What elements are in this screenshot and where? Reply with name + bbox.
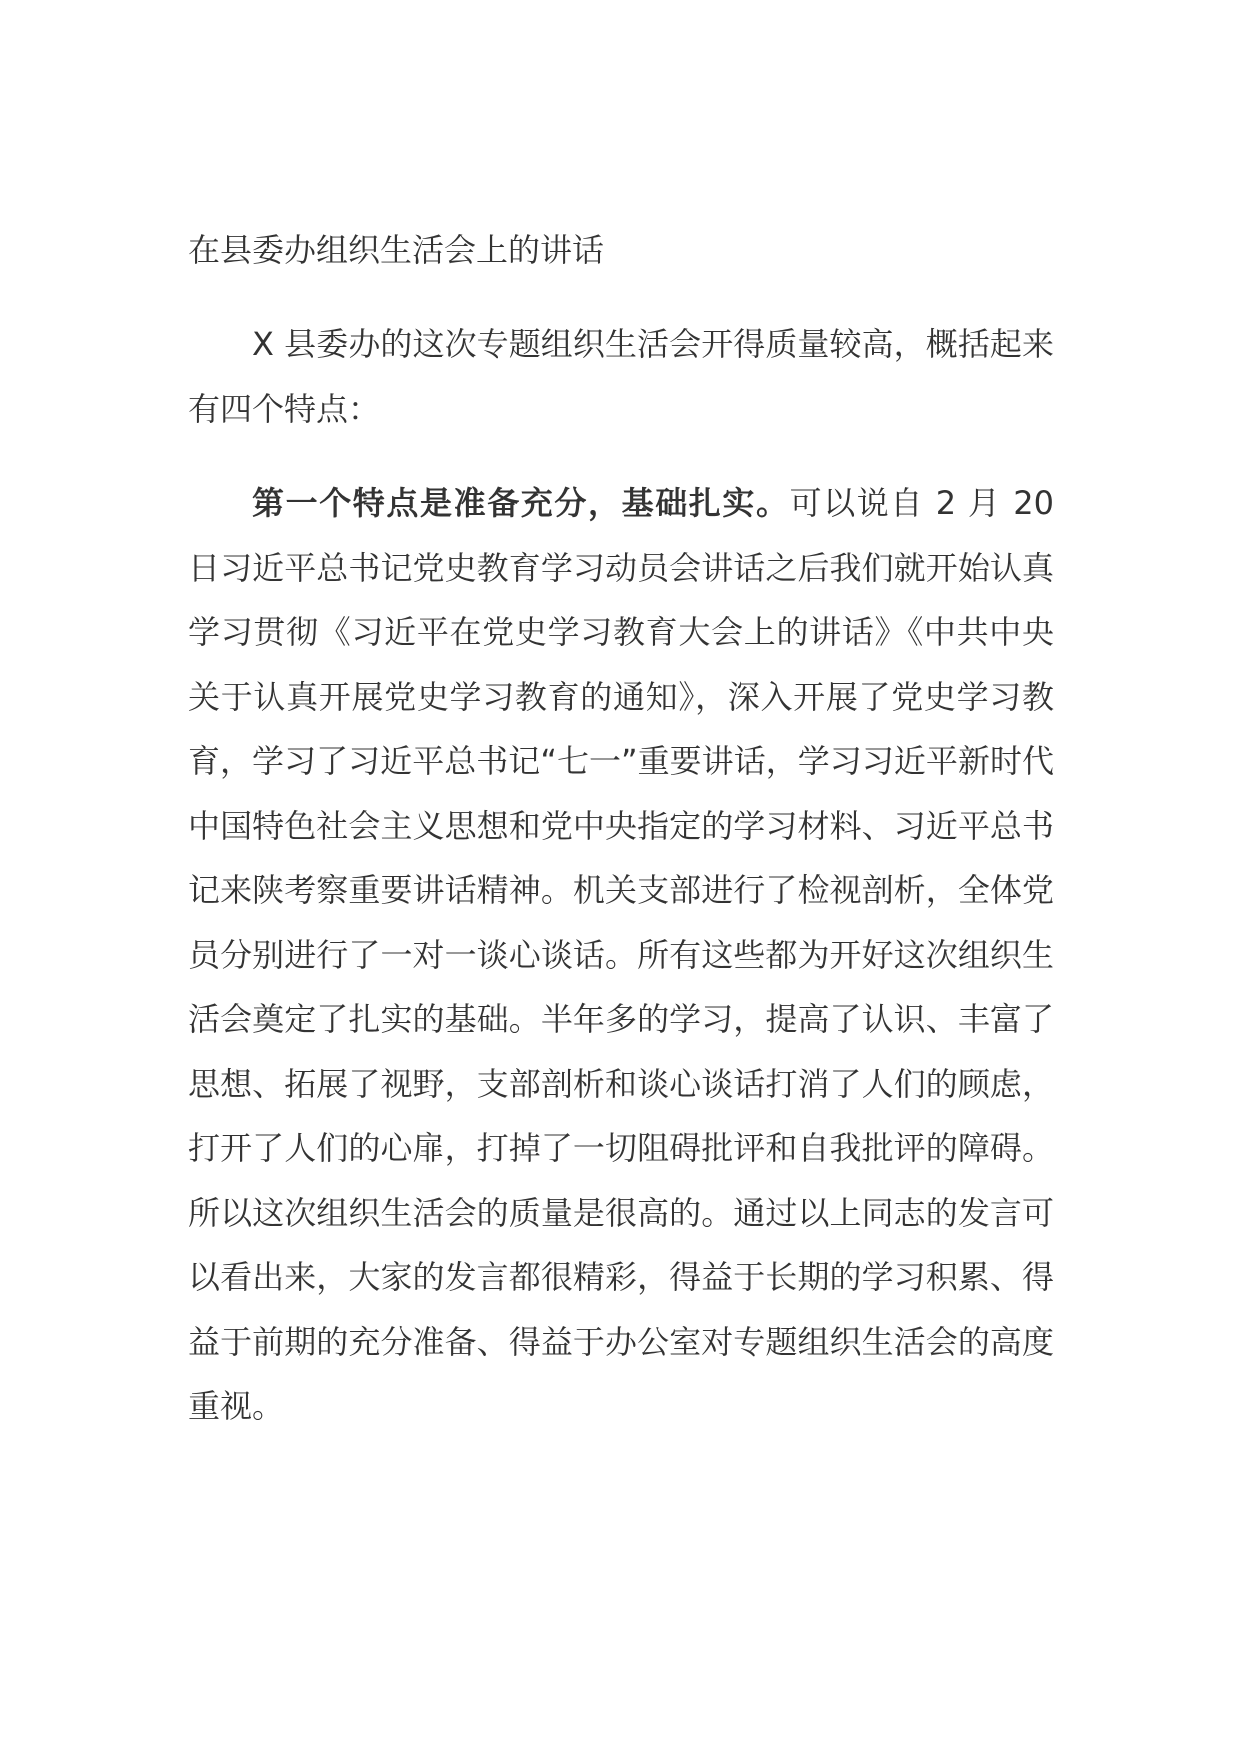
point-one-lead: 第一个特点是准备充分，基础扎实。 <box>252 484 790 522</box>
intro-paragraph: X 县委办的这次专题组织生活会开得质量较高，概括起来有四个特点： <box>188 325 1054 428</box>
point-one-body: 可以说自 2 月 20 日习近平总书记党史教育学习动员会讲话之后我们就开始认真学习贯彻《习近平在党史学习教育大会上的讲话》《中共中央关于认真开展党史学习教育的通知》，深入开展了党史学习教育，学习了习近平总书记“七一”重要讲话，学习习近平新时代中国特色社会主义思想和党中央指定的学习材料、习近平总书记来陕考察重要讲话精神。机关支部进行了检视剖析，全体党员分别进行了一对一谈心谈话。所有这些都为开好这次组织生活会奠定了扎实的基础。半年多的学习，提高了认识、丰富了思想、拓展了视野，支部剖析和谈心谈话打消了人们的顾虑，打开了人们的心扉，打掉了一切阻碍批评和自我批评的障碍。所以这次组织生活会的质量是很高的。通过以上同志的发言可以看出来，大家的发言都很精彩，得益于长期的学习积累、得益于前期的充分准备、得益于办公室对专题组织生活会的高度重视。 <box>188 484 1054 1425</box>
document-body <box>188 218 1054 1439</box>
point-one-paragraph <box>188 471 1054 1439</box>
document-title: 在县委办组织生活会上的讲话 <box>188 231 605 269</box>
